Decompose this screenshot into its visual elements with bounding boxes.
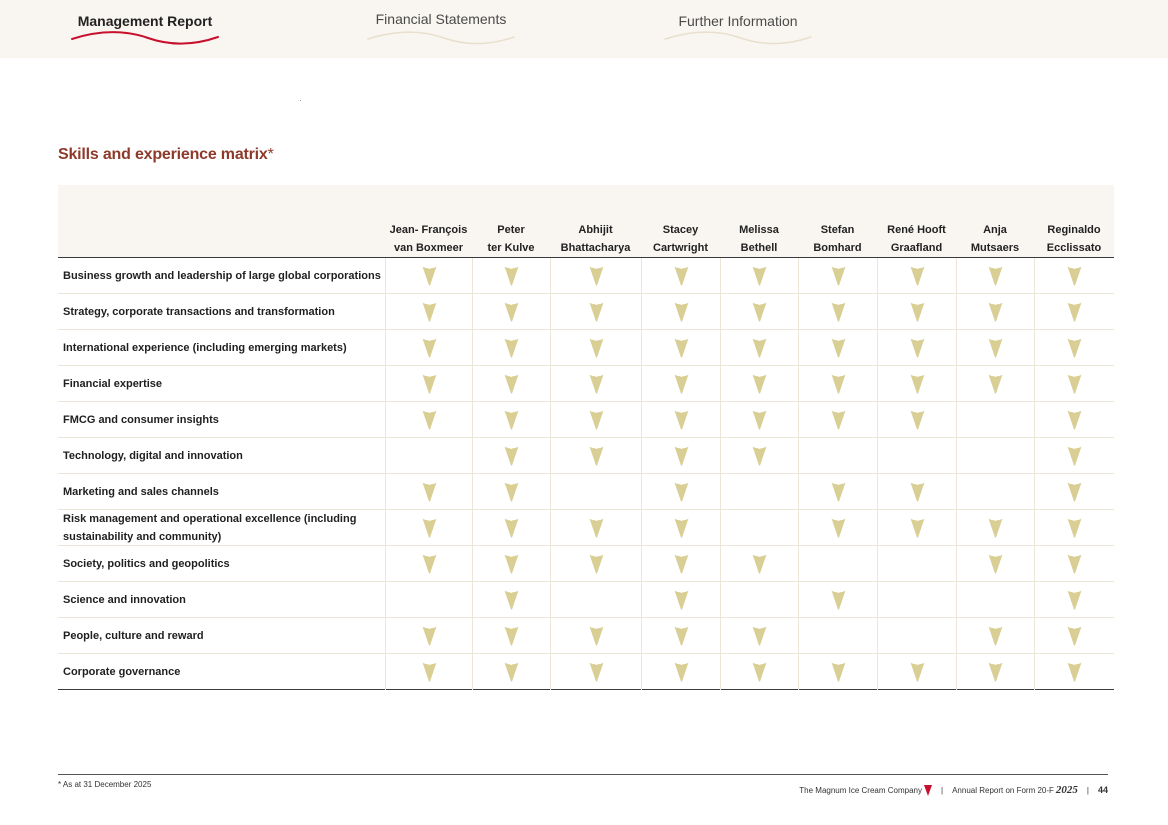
matrix-cell [798,330,877,366]
check-icon [831,374,846,394]
table-row [58,258,1114,294]
director-last-name: Bhattacharya [560,242,631,254]
skill-label: Marketing and sales channels [63,486,219,498]
page-title [58,146,274,164]
check-icon [1067,266,1082,286]
matrix-cell [877,330,956,366]
check-icon [674,302,689,322]
matrix-cell [550,330,641,366]
check-icon [589,302,604,322]
footer-divider [58,774,1108,775]
check-icon [910,266,925,286]
tab-underline-wave [366,31,516,45]
matrix-cell [956,618,1034,654]
check-icon [1067,338,1082,358]
director-last-name: van Boxmeer [393,242,464,254]
check-icon [752,374,767,394]
check-icon [910,374,925,394]
director-last-name: Graafland [890,242,943,254]
director-column-header [798,221,877,257]
matrix-cell [1034,294,1114,330]
check-icon [910,662,925,682]
check-icon [988,338,1003,358]
matrix-cell [641,258,720,294]
matrix-cell [877,402,956,438]
matrix-cell [956,546,1034,582]
title-footnote-marker: * [267,146,274,163]
check-icon [504,374,519,394]
matrix-cell [720,618,798,654]
skill-label: Business growth and leadership of large global corporations [63,270,381,282]
matrix-cell [550,582,641,618]
skill-label: Corporate governance [63,666,181,678]
check-icon [674,266,689,286]
matrix-cell [641,618,720,654]
director-last-name: Mutsaers [970,242,1020,254]
check-icon [589,410,604,430]
company-name: The Magnum Ice Cream Company [799,785,922,795]
check-icon [1067,374,1082,394]
check-icon [674,482,689,502]
check-icon [1067,590,1082,610]
check-icon [504,554,519,574]
matrix-cell [877,618,956,654]
director-first-name: Stacey [662,224,699,236]
matrix-cell [550,474,641,510]
matrix-cell [472,438,550,474]
check-icon [589,374,604,394]
matrix-cell [877,582,956,618]
matrix-cell [550,258,641,294]
check-icon [422,482,437,502]
matrix-cell [877,438,956,474]
matrix-cell [956,330,1034,366]
matrix-cell [472,330,550,366]
check-icon [988,662,1003,682]
matrix-cell [472,546,550,582]
matrix-cell [385,546,472,582]
check-icon [1067,518,1082,538]
matrix-cell [720,654,798,690]
matrix-cell [1034,546,1114,582]
tab-label: Management Report [77,13,213,29]
matrix-cell [550,654,641,690]
report-year: 2025 [1055,784,1078,796]
tab-further-information[interactable] [663,0,813,58]
check-icon [831,518,846,538]
check-icon [674,626,689,646]
director-last-name: Cartwright [653,242,708,254]
footer-separator: | [941,785,944,795]
matrix-cell [1034,258,1114,294]
director-column-header [1034,221,1114,257]
matrix-cell [956,582,1034,618]
matrix-cell [1034,366,1114,402]
matrix-cell [720,438,798,474]
check-icon [674,518,689,538]
matrix-cell [472,510,550,546]
table-row [58,330,1114,366]
director-column-header [550,221,641,257]
check-icon [910,410,925,430]
check-icon [504,662,519,682]
matrix-cell [385,654,472,690]
check-icon [988,374,1003,394]
skill-label: Financial expertise [63,378,163,390]
skill-label: FMCG and consumer insights [63,414,219,426]
check-icon [910,518,925,538]
matrix-cell [956,474,1034,510]
matrix-cell [1034,402,1114,438]
check-icon [504,446,519,466]
matrix-cell [798,618,877,654]
check-icon [831,338,846,358]
check-icon [674,662,689,682]
table-row [58,294,1114,330]
check-icon [1067,482,1082,502]
check-icon [504,338,519,358]
skill-label: Science and innovation [63,594,186,606]
check-icon [674,590,689,610]
matrix-cell [641,582,720,618]
matrix-cell [720,330,798,366]
matrix-cell [641,474,720,510]
check-icon [988,266,1003,286]
matrix-cell [798,654,877,690]
skills-matrix-table [58,185,1114,690]
matrix-cell [956,510,1034,546]
matrix-cell [550,618,641,654]
skill-label: Strategy, corporate transactions and transformation [63,306,335,318]
check-icon [674,374,689,394]
check-icon [589,662,604,682]
check-icon [831,590,846,610]
table-row [58,546,1114,582]
skill-label: Risk management and operational excellence (including sustainability and community) [63,513,357,543]
matrix-cell [720,402,798,438]
matrix-cell [877,474,956,510]
matrix-cell [385,618,472,654]
check-icon [910,338,925,358]
check-icon [752,338,767,358]
table-row [58,618,1114,654]
check-icon [589,266,604,286]
matrix-cell [472,582,550,618]
check-icon [1067,626,1082,646]
matrix-cell [877,366,956,402]
page-number: 44 [1097,785,1108,795]
director-column-header [472,221,550,257]
check-icon [752,662,767,682]
matrix-cell [472,618,550,654]
director-first-name: Peter [497,224,525,236]
check-icon [422,626,437,646]
matrix-cell [956,258,1034,294]
check-icon [589,554,604,574]
matrix-cell [550,366,641,402]
director-last-name: Bomhard [813,242,862,254]
check-icon [910,482,925,502]
table-row [58,510,1114,546]
matrix-cell [956,654,1034,690]
matrix-cell [798,438,877,474]
matrix-cell [1034,474,1114,510]
table-header [58,185,1114,258]
matrix-cell [641,294,720,330]
check-icon [674,338,689,358]
stray-dot [300,100,301,101]
matrix-cell [956,294,1034,330]
director-column-header [877,221,956,257]
matrix-cell [798,366,877,402]
matrix-cell [798,402,877,438]
matrix-cell [720,258,798,294]
matrix-cell [720,294,798,330]
skill-label: Technology, digital and innovation [63,450,243,462]
matrix-cell [641,438,720,474]
director-last-name: ter Kulve [487,242,535,254]
check-icon [422,662,437,682]
check-icon [988,626,1003,646]
matrix-cell [550,510,641,546]
check-icon [422,338,437,358]
director-column-header [385,221,472,257]
matrix-cell [720,582,798,618]
check-icon [1067,302,1082,322]
matrix-cell [472,294,550,330]
matrix-cell [641,546,720,582]
check-icon [988,554,1003,574]
check-icon [1067,554,1082,574]
check-icon [831,302,846,322]
check-icon [504,410,519,430]
matrix-cell [798,546,877,582]
check-icon [504,518,519,538]
matrix-cell [798,474,877,510]
footer-separator: | [1086,785,1089,795]
matrix-cell [720,366,798,402]
tab-management-report[interactable] [70,0,220,58]
director-first-name: Stefan [820,224,855,236]
check-icon [422,554,437,574]
matrix-cell [956,438,1034,474]
page-footer [799,784,1108,796]
check-icon [674,410,689,430]
magnum-logo-icon [924,785,932,796]
tab-label: Financial Statements [375,11,507,27]
matrix-cell [472,402,550,438]
matrix-cell [1034,654,1114,690]
check-icon [988,302,1003,322]
matrix-cell [720,510,798,546]
tab-underline-wave [663,31,813,45]
matrix-cell [720,474,798,510]
check-icon [831,482,846,502]
matrix-cell [956,402,1034,438]
matrix-cell [550,546,641,582]
check-icon [589,626,604,646]
check-icon [504,266,519,286]
matrix-cell [798,510,877,546]
matrix-cell [385,438,472,474]
check-icon [1067,446,1082,466]
matrix-cell [641,366,720,402]
director-first-name: Jean- François [389,224,468,236]
matrix-cell [641,402,720,438]
check-icon [752,266,767,286]
check-icon [504,626,519,646]
table-row [58,366,1114,402]
matrix-cell [385,330,472,366]
table-row [58,438,1114,474]
check-icon [674,446,689,466]
director-column-header [956,221,1034,257]
check-icon [422,410,437,430]
director-column-header [641,221,720,257]
table-row [58,654,1114,690]
check-icon [422,374,437,394]
matrix-cell [550,438,641,474]
matrix-cell [877,546,956,582]
matrix-cell [1034,330,1114,366]
matrix-cell [798,294,877,330]
check-icon [504,590,519,610]
check-icon [752,626,767,646]
director-first-name: Abhijit [578,224,613,236]
director-first-name: René Hooft [887,224,946,236]
matrix-cell [385,402,472,438]
check-icon [831,662,846,682]
matrix-cell [1034,618,1114,654]
matrix-cell [385,294,472,330]
matrix-cell [877,258,956,294]
matrix-cell [472,474,550,510]
matrix-cell [385,366,472,402]
check-icon [752,554,767,574]
check-icon [1067,662,1082,682]
skill-label: International experience (including emerging markets) [63,342,347,354]
check-icon [504,302,519,322]
matrix-cell [798,258,877,294]
check-icon [910,302,925,322]
check-icon [752,302,767,322]
matrix-cell [472,258,550,294]
director-last-name: Ecclissato [1046,242,1102,254]
director-column-header [720,221,798,257]
matrix-cell [641,330,720,366]
tab-underline-wave [70,31,220,45]
matrix-cell [385,474,472,510]
matrix-cell [877,654,956,690]
director-first-name: Anja [983,224,1007,236]
matrix-cell [1034,510,1114,546]
check-icon [831,410,846,430]
check-icon [752,446,767,466]
check-icon [1067,410,1082,430]
table-row [58,402,1114,438]
tab-financial-statements[interactable] [366,0,516,58]
matrix-cell [641,510,720,546]
matrix-cell [385,582,472,618]
report-name: Annual Report on Form 20-F [952,785,1054,795]
footnote: * As at 31 December 2025 [58,780,152,789]
matrix-cell [550,402,641,438]
skill-label: People, culture and reward [63,630,204,642]
matrix-cell [472,366,550,402]
matrix-cell [1034,582,1114,618]
tab-label: Further Information [678,13,798,29]
title-text: Skills and experience matrix [58,146,268,163]
matrix-cell [720,546,798,582]
check-icon [752,410,767,430]
check-icon [589,446,604,466]
top-navigation [0,0,1168,58]
check-icon [674,554,689,574]
matrix-cell [1034,438,1114,474]
matrix-cell [956,366,1034,402]
director-first-name: Melissa [739,224,779,236]
matrix-cell [550,294,641,330]
matrix-cell [385,510,472,546]
matrix-cell [798,582,877,618]
matrix-cell [472,654,550,690]
matrix-cell [877,510,956,546]
matrix-cell [641,654,720,690]
director-first-name: Reginaldo [1047,224,1101,236]
check-icon [831,266,846,286]
table-row [58,582,1114,618]
check-icon [422,518,437,538]
check-icon [422,302,437,322]
matrix-cell [877,294,956,330]
check-icon [422,266,437,286]
check-icon [589,518,604,538]
check-icon [504,482,519,502]
table-row [58,474,1114,510]
director-last-name: Bethell [740,242,778,254]
skill-label: Society, politics and geopolitics [63,558,230,570]
matrix-cell [385,258,472,294]
check-icon [988,518,1003,538]
table-body [58,258,1114,690]
check-icon [589,338,604,358]
